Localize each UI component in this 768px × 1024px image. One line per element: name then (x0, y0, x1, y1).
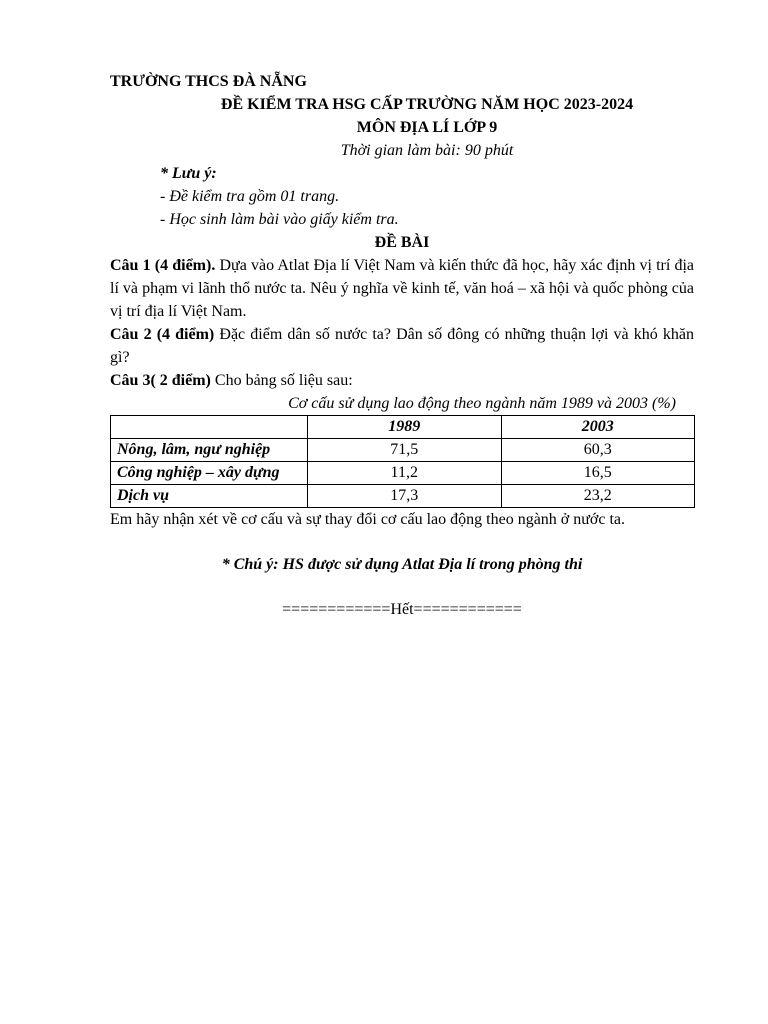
row-label: Dịch vụ (111, 485, 308, 508)
note-item: - Đề kiểm tra gồm 01 trang. (160, 188, 340, 205)
table-caption: Cơ cấu sử dụng lao động theo ngành năm 1989 và 2003 (%) (288, 395, 676, 412)
table-header-cell: 2003 (501, 416, 695, 439)
question-text: Cho bảng số liệu sau: (210, 372, 353, 389)
notes-heading: * Lưu ý: (160, 165, 217, 182)
question-label: Câu 1 (4 điểm). (110, 257, 216, 274)
spacer (110, 531, 694, 553)
row-label: Công nghiệp – xây dựng (111, 462, 308, 485)
labor-structure-table (110, 415, 695, 508)
table-row (111, 462, 695, 485)
question-label: Câu 3( 2 điểm) (110, 372, 211, 389)
subject-line: MÔN ĐỊA LÍ LỚP 9 (356, 119, 498, 136)
table-header-row (111, 416, 695, 439)
question-3 (110, 369, 694, 392)
question-2 (110, 323, 694, 369)
exam-page (110, 70, 694, 621)
table-cell: 17,3 (308, 485, 502, 508)
table-row (111, 439, 695, 462)
spacer (110, 576, 694, 598)
task-text: Em hãy nhận xét về cơ cấu và sự thay đổi cơ cấu lao động theo ngành ở nước ta. (110, 511, 626, 528)
table-row (111, 485, 695, 508)
question-1 (110, 254, 694, 323)
table-cell: 11,2 (308, 462, 502, 485)
table-header-cell (111, 416, 308, 439)
table-cell: 71,5 (308, 439, 502, 462)
question-text: Dựa vào Atlat Địa lí Việt Nam và kiến thức đã học, hãy xác định vị trí địa lí và phạm vi lãnh thổ nước ta. Nêu ý nghĩa về kinh tế, văn hoá – xã hội và quốc phòng của vị trí địa lí Việt Nam. (110, 257, 694, 320)
question-text: Đặc điểm dân số nước ta? Dân số đông có những thuận lợi và khó khăn gì? (110, 326, 694, 366)
table-header-cell: 1989 (308, 416, 502, 439)
end-mark: ============Hết============ (282, 601, 522, 618)
notes-block (110, 162, 694, 231)
section-title: ĐỀ BÀI (374, 234, 430, 251)
time-limit: Thời gian làm bài: 90 phút (340, 142, 514, 159)
table-cell: 60,3 (501, 439, 695, 462)
footnote: * Chú ý: HS được sử dụng Atlat Địa lí trong phòng thi (221, 556, 583, 573)
row-label: Nông, lâm, ngư nghiệp (111, 439, 308, 462)
note-item: - Học sinh làm bài vào giấy kiểm tra. (160, 211, 399, 228)
question-label: Câu 2 (4 điểm) (110, 326, 215, 343)
exam-title: ĐỀ KIỂM TRA HSG CẤP TRƯỜNG NĂM HỌC 2023-2024 (220, 96, 634, 113)
table-cell: 16,5 (501, 462, 695, 485)
table-cell: 23,2 (501, 485, 695, 508)
school-name: TRƯỜNG THCS ĐÀ NẴNG (110, 73, 307, 90)
